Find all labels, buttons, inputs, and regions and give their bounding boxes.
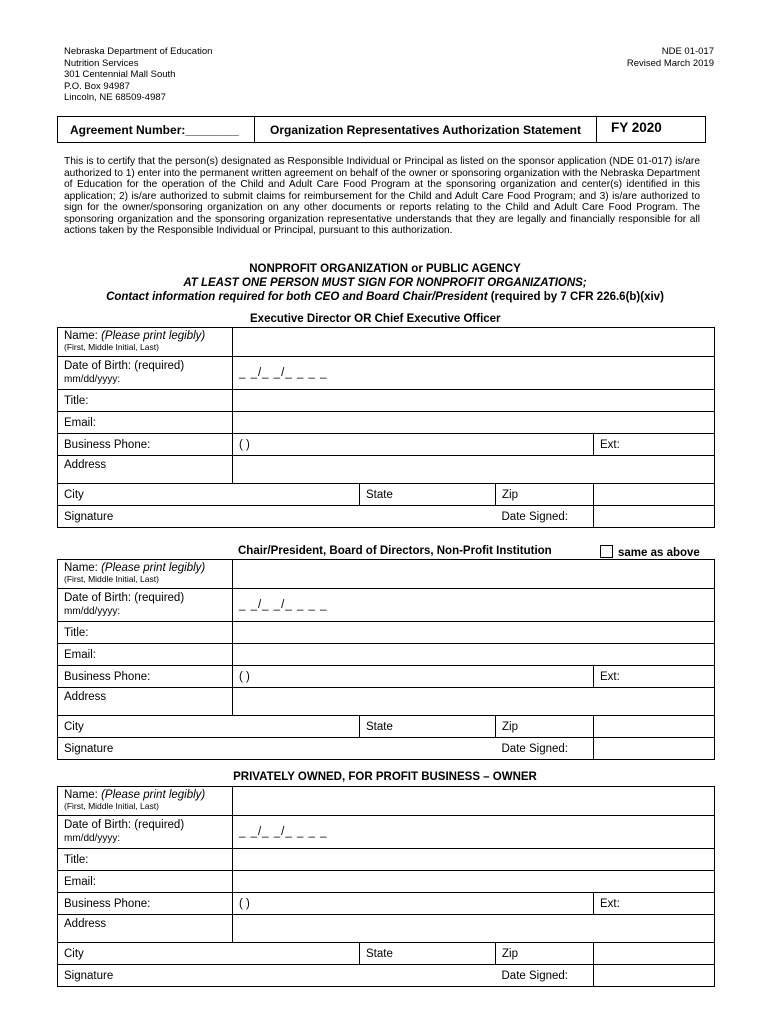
owner-email-input[interactable] [233,871,715,893]
phone-label: Business Phone: [58,434,233,456]
owner-form [57,786,715,987]
ceo-city-input[interactable]: City [58,484,360,506]
address-label: Address [58,915,233,943]
ceo-email-input[interactable] [233,412,715,434]
chair-form [57,559,715,760]
chair-phone-input[interactable]: ( ) [233,666,594,688]
owner-date-signed-label: Date Signed: [496,965,594,987]
name-hint: (Please print legibly) [101,330,206,342]
owner-phone-input[interactable]: ( ) [233,893,594,915]
name-hint: (Please print legibly) [101,789,206,801]
ceo-date-signed-label: Date Signed: [496,506,594,528]
address-line: Lincoln, NE 68509-4987 [64,92,166,104]
chair-zip-input[interactable]: Zip [496,716,594,738]
chair-dob-input[interactable]: _ _/_ _/_ _ _ _ [233,589,715,622]
chair-name-input[interactable] [233,560,715,589]
ceo-signature-input[interactable]: Signature [58,506,496,528]
dob-label-cell: Date of Birth: (required) mm/dd/yyyy: [58,589,233,622]
same-as-above-option[interactable] [600,545,700,559]
form-id-block [627,46,714,69]
owner-signature-input[interactable]: Signature [58,965,496,987]
ceo-phone-input[interactable]: ( ) [233,434,594,456]
title-label: Title: [58,622,233,644]
chair-date-signed-label: Date Signed: [496,738,594,760]
owner-section-title: PRIVATELY OWNED, FOR PROFIT BUSINESS – OWNER [233,771,537,783]
phone-label: Business Phone: [58,893,233,915]
chair-email-input[interactable] [233,644,715,666]
email-label: Email: [58,412,233,434]
dob-label-cell: Date of Birth: (required) mm/dd/yyyy: [58,357,233,390]
address-label: Address [58,456,233,484]
chair-section-title: Chair/President, Board of Directors, Non-Profit Institution [238,545,552,557]
name-sub: (First, Middle Initial, Last) [64,801,159,811]
same-as-above-checkbox[interactable] [600,545,613,558]
address-label: Address [58,688,233,716]
ceo-section-title: Executive Director OR Chief Executive Officer [250,313,501,325]
ceo-address-input[interactable] [233,456,715,484]
statement-title: Organization Representatives Authorization Statement [255,117,597,142]
nonprofit-requirement: AT LEAST ONE PERSON MUST SIGN FOR NONPROFIT ORGANIZATIONS; [183,277,587,289]
address-line: P.O. Box 94987 [64,80,130,92]
agreement-bar [57,116,706,143]
name-sub: (First, Middle Initial, Last) [64,342,159,352]
same-as-above-label: same as above [618,547,700,559]
email-label: Email: [58,644,233,666]
chair-ext-input[interactable]: Ext: [594,666,715,688]
ceo-name-input[interactable] [233,328,715,357]
address-line: 301 Centennial Mall South [64,69,176,81]
owner-address-input[interactable] [233,915,715,943]
name-sub: (First, Middle Initial, Last) [64,574,159,584]
chair-zip-extra[interactable] [594,716,715,738]
dob-label-cell: Date of Birth: (required) mm/dd/yyyy: [58,816,233,849]
nonprofit-contact-note [0,290,770,304]
owner-zip-input[interactable]: Zip [496,943,594,965]
ceo-zip-input[interactable]: Zip [496,484,594,506]
ceo-date-signed-input[interactable] [594,506,715,528]
owner-name-input[interactable] [233,787,715,816]
owner-dob-input[interactable]: _ _/_ _/_ _ _ _ [233,816,715,849]
name-label-cell: Name: (Please print legibly) (First, Middle Initial, Last) [58,787,233,816]
name-label-cell: Name: (Please print legibly) (First, Middle Initial, Last) [58,560,233,589]
chair-state-input[interactable]: State [360,716,496,738]
ceo-ext-input[interactable]: Ext: [594,434,715,456]
name-label-cell: Name: (Please print legibly) (First, Middle Initial, Last) [58,328,233,357]
nonprofit-heading: NONPROFIT ORGANIZATION or PUBLIC AGENCY [249,263,521,275]
title-label: Title: [58,390,233,412]
revised-date: Revised March 2019 [626,57,714,69]
chair-title-input[interactable] [233,622,715,644]
chair-date-signed-input[interactable] [594,738,715,760]
fiscal-year: FY 2020 [611,120,662,135]
certification-text: This is to certify that the person(s) designated as Responsible Individual or Principal as listed on the sponsor application (NDE 01-017) is/are authorized to 1) enter into the permanent written agreement on behalf of the owner or sponsoring organization with the Nebraska Department of Education for the operation of the Child and Adult Care Food Program at the sponsoring organization and center(s) identified in this application; 2) is/are authorized to submit claims for reimbursement for the Child and Adult Care Food Program; and 3) is/are authorized to sign for the owner/sponsoring organization on any other documents or reports relating to the Child and Adult Care Food Program. The sponsoring organization and the sponsoring organization representative understands that they are legally and financially responsible for all actions taken by the Responsible Individual or Principal, pursuant to this authorization. [64,156,700,236]
owner-state-input[interactable]: State [360,943,496,965]
cfr-reference: (required by 7 CFR 226.6(b)(xiv) [487,291,664,303]
owner-city-input[interactable]: City [58,943,360,965]
chair-signature-input[interactable]: Signature [58,738,496,760]
ceo-state-input[interactable]: State [360,484,496,506]
form-id: NDE 01-017 [661,46,714,57]
email-label: Email: [58,871,233,893]
phone-label: Business Phone: [58,666,233,688]
ceo-zip-extra[interactable] [594,484,715,506]
ceo-title-input[interactable] [233,390,715,412]
contact-note-text: Contact information required for both CEO and Board Chair/President [106,291,488,303]
owner-title-input[interactable] [233,849,715,871]
chair-city-input[interactable]: City [58,716,360,738]
address-line: Nebraska Department of Education [64,46,213,57]
chair-address-input[interactable] [233,688,715,716]
agreement-number-field[interactable]: Agreement Number:________ [58,117,255,142]
title-label: Title: [58,849,233,871]
ceo-dob-input[interactable]: _ _/_ _/_ _ _ _ [233,357,715,390]
ceo-form [57,327,715,528]
owner-ext-input[interactable]: Ext: [594,893,715,915]
owner-zip-extra[interactable] [594,943,715,965]
address-line: Nutrition Services [64,57,139,69]
name-hint: (Please print legibly) [101,562,206,574]
agency-address [64,46,212,104]
owner-date-signed-input[interactable] [594,965,715,987]
